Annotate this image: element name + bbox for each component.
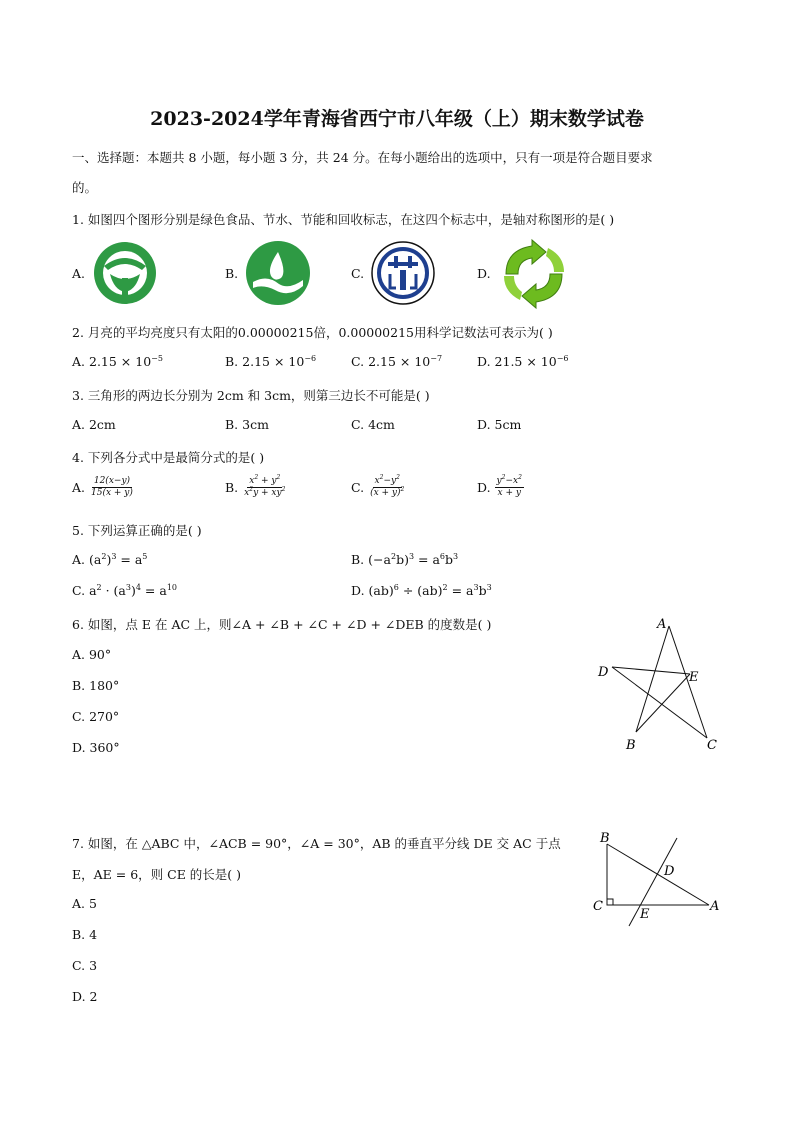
recycle-logo-icon bbox=[496, 238, 572, 310]
q6-option-c: C. 270° bbox=[72, 709, 120, 724]
q6-option-b: B. 180° bbox=[72, 678, 120, 693]
q2-option-b: B. $2.15 \times 10^{-6}$ bbox=[225, 353, 317, 369]
q6-line-eb bbox=[636, 674, 690, 732]
energy-saving-logo-icon bbox=[370, 240, 436, 306]
q6-line-ac bbox=[669, 626, 707, 738]
q7-option-a: A. 5 bbox=[72, 896, 97, 911]
q6-point-e-label: E bbox=[689, 670, 699, 685]
q7-point-c-label: C bbox=[593, 899, 603, 914]
q4-option-d: D. $\frac{y^2-x^2}{x + y}$ bbox=[477, 474, 522, 498]
q1-stem: 1. 如图四个图形分别是绿色食品、节水、节能和回收标志，在这四个标志中，是轴对称图形的是( ) bbox=[72, 212, 615, 227]
page-title: 2023-2024学年青海省西宁市八年级（上）期末数学试卷 bbox=[150, 108, 644, 130]
q7-point-b-label: B bbox=[600, 831, 610, 846]
q7-point-d-label: D bbox=[664, 864, 675, 879]
q6-point-b-label: B bbox=[626, 738, 636, 753]
q6-point-c-label: C bbox=[707, 738, 717, 753]
q7-triangle-figure bbox=[588, 826, 728, 932]
q2-option-d: D. $21.5 \times 10^{-6}$ bbox=[477, 353, 569, 369]
q1-option-a-label: A. bbox=[72, 266, 86, 281]
q2-option-c: C. $2.15 \times 10^{-7}$ bbox=[351, 353, 443, 369]
q5-stem: 5. 下列运算正确的是( ) bbox=[72, 523, 202, 538]
q4-stem: 4. 下列各分式中是最简分式的是( ) bbox=[72, 450, 265, 465]
q7-option-c: C. 3 bbox=[72, 958, 98, 973]
q7-point-e-label: E bbox=[640, 907, 650, 922]
q4-option-b: B. $\frac{x^2 + y^2}{x^2y + xy^2}$ bbox=[225, 474, 286, 498]
q4-option-a: A. $\frac{12(x-y)}{15(x + y)}$ bbox=[72, 476, 133, 498]
q3-option-d: D. 5cm bbox=[477, 417, 522, 432]
q6-line-de bbox=[612, 667, 690, 674]
q6-star-figure bbox=[590, 610, 730, 760]
q7-stem-line1: 7. 如图，在 △ABC 中，∠ACB = 90°，∠A = 30°，AB 的垂直平分线 DE 交 AC 于点 bbox=[72, 836, 561, 851]
q3-option-a: A. 2cm bbox=[72, 417, 116, 432]
q6-point-d-label: D bbox=[598, 665, 609, 680]
q6-stem: 6. 如图，点 E 在 AC 上，则∠A + ∠B + ∠C + ∠D + ∠DEB 的度数是( ) bbox=[72, 617, 492, 632]
q7-option-b: B. 4 bbox=[72, 927, 98, 942]
q5-option-b: B. $(-a^2b)^3 = a^6b^3$ bbox=[351, 551, 459, 567]
q5-option-c: C. $a^2 \cdot (a^3)^4 = a^{10}$ bbox=[72, 582, 178, 598]
q3-option-b: B. 3cm bbox=[225, 417, 269, 432]
q3-stem: 3. 三角形的两边长分别为 2cm 和 3cm，则第三边长不可能是( ) bbox=[72, 388, 430, 403]
q2-stem: 2. 月亮的平均亮度只有太阳的0.00000215倍，0.00000215用科学记数法可表示为( ) bbox=[72, 325, 553, 340]
q1-option-d-label: D. bbox=[477, 266, 491, 281]
q7-option-d: D. 2 bbox=[72, 989, 98, 1004]
green-food-logo-icon bbox=[92, 240, 158, 306]
section-instructions-line1: 一、选择题：本题共 8 小题，每小题 3 分，共 24 分。在每小题给出的选项中，只有一项是符合题目要求 bbox=[72, 150, 653, 165]
q1-option-c-label: C. bbox=[351, 266, 365, 281]
q7-right-angle-mark bbox=[607, 899, 613, 905]
q7-side-ab bbox=[607, 844, 709, 905]
water-saving-logo-icon bbox=[245, 240, 311, 306]
q4-option-c: C. $\frac{x^2-y^2}{(x + y)^2}$ bbox=[351, 474, 405, 498]
q3-option-c: C. 4cm bbox=[351, 417, 395, 432]
q7-point-a-label: A bbox=[710, 899, 720, 914]
q2-option-a: A. $2.15 \times 10^{-5}$ bbox=[72, 353, 163, 369]
q5-option-d: D. $(ab)^6 \div (ab)^2 = a^3b^3$ bbox=[351, 582, 492, 598]
q6-line-ab bbox=[636, 626, 669, 732]
q7-stem-line2: E，AE = 6，则 CE 的长是( ) bbox=[72, 867, 242, 882]
section-instructions-line2: 的。 bbox=[72, 180, 98, 195]
q5-option-a: A. $(a^2)^3 = a^5$ bbox=[72, 551, 148, 567]
q6-option-d: D. 360° bbox=[72, 740, 120, 755]
q1-option-b-label: B. bbox=[225, 266, 239, 281]
q6-point-a-label: A bbox=[657, 617, 667, 632]
q6-option-a: A. 90° bbox=[72, 647, 112, 662]
